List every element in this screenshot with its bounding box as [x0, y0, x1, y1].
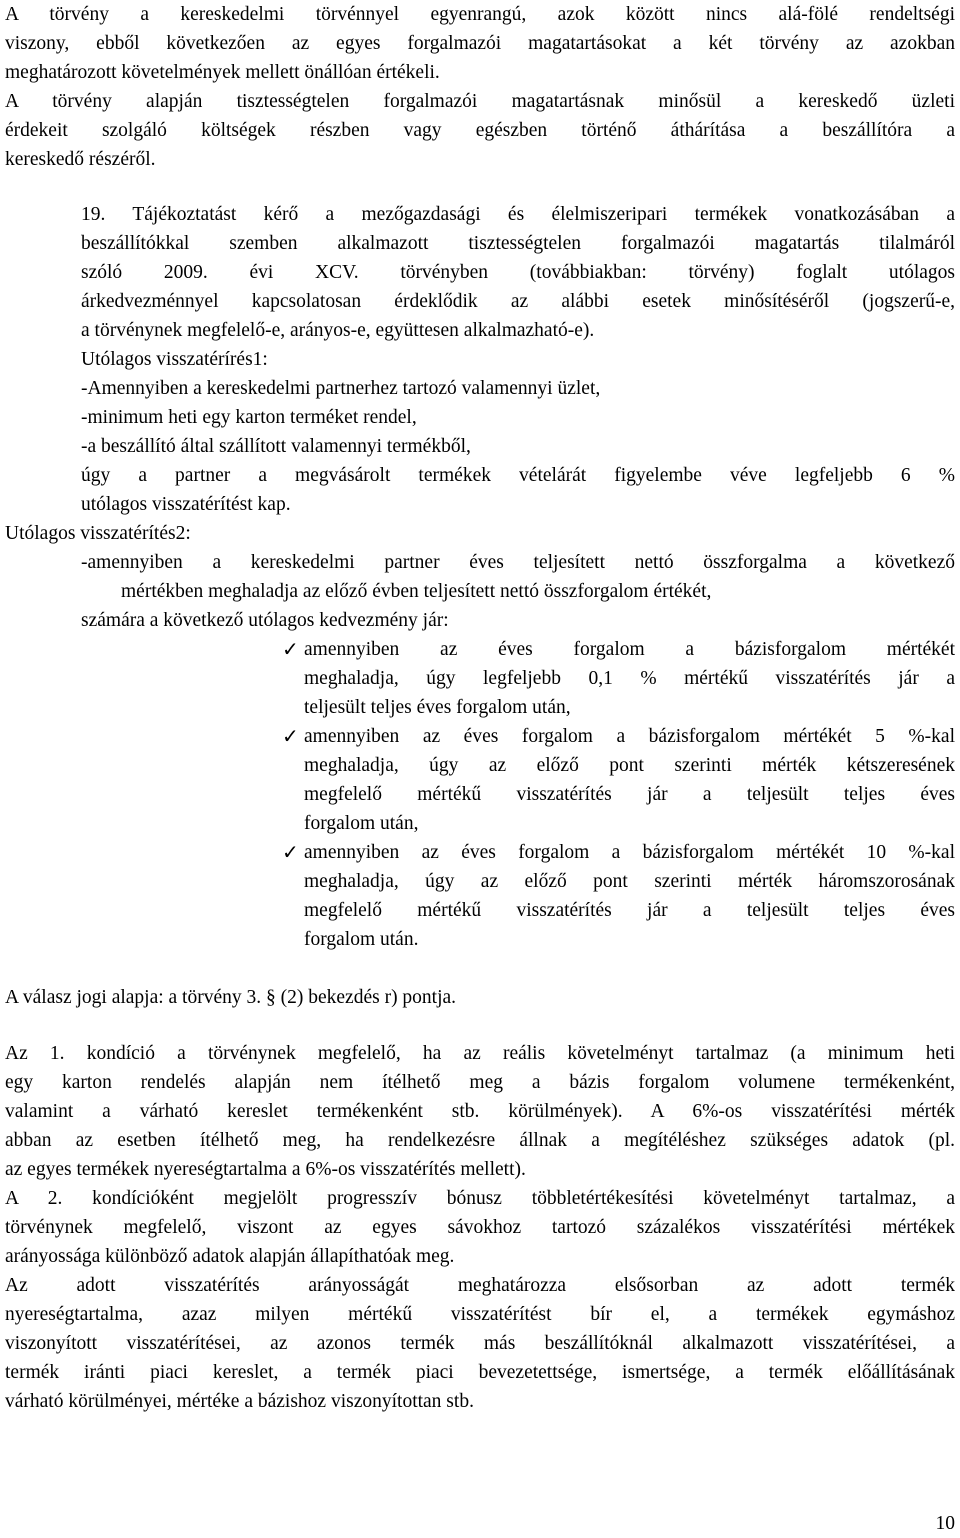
text-line: utólagos visszatérítést kap.	[81, 494, 291, 515]
text-line: termék iránti piaci kereslet, a termék piaci bevezetettsége, ismertsége, a termék előállításának	[5, 1362, 955, 1383]
page-number: 10	[935, 1513, 955, 1534]
text-line: -minimum heti egy karton terméket rendel,	[81, 407, 417, 428]
text-line: forgalom után,	[304, 813, 419, 834]
text-line: meghaladja, úgy legfeljebb 0,1 % mértékű visszatérítés jár a	[304, 668, 955, 689]
text-line: mértékben meghaladja az előző évben teljesített nettó összforgalom értékét,	[121, 581, 712, 602]
text-line: A 2. kondícióként megjelölt progresszív bónusz többletértékesítési követelményt tartalmaz, a	[5, 1188, 955, 1209]
text-line: meghaladja, úgy az előző pont szerinti mérték háromszorosának	[304, 871, 955, 892]
text-line: -a beszállító által szállított valamennyi termékből,	[81, 436, 471, 457]
text-line: meghatározott követelmények mellett önállóan értékeli.	[5, 62, 440, 83]
text-line: amennyiben az éves forgalom a bázisforgalom mértékét	[304, 639, 955, 660]
text-line: szóló 2009. évi XCV. törvényben (továbbiakban: törvény) foglalt utólagos	[81, 262, 955, 283]
text-line: forgalom után.	[304, 929, 419, 950]
text-line: megfelelő mértékű visszatérítés jár a teljesült teljes éves	[304, 900, 955, 921]
text-line: Utólagos visszatérírés1:	[81, 349, 268, 370]
text-line: kereskedő részéről.	[5, 149, 156, 170]
text-line: úgy a partner a megvásárolt termékek vételárát figyelembe véve legfeljebb 6 %	[81, 465, 955, 486]
text-line: arányossága különböző adatok alapján állapíthatóak meg.	[5, 1246, 455, 1267]
text-line: viszony, ebből következően az egyes forgalmazói magatartásokat a két törvény az azokban	[5, 33, 955, 54]
text-line: Utólagos visszatérítés2:	[5, 523, 191, 544]
text-line: meghaladja, úgy az előző pont szerinti mérték kétszeresének	[304, 755, 955, 776]
text-line: viszonyított visszatérítései, az azonos termék más beszállítóknál alkalmazott visszatérítései, a	[5, 1333, 955, 1354]
text-line: A törvény alapján tisztességtelen forgalmazói magatartásnak minősül a kereskedő üzleti	[5, 91, 955, 112]
text-line: 19. Tájékoztatást kérő a mezőgazdasági és élelmiszeripari termékek vonatkozásában a	[81, 204, 955, 225]
text-line: megfelelő mértékű visszatérítés jár a teljesült teljes éves	[304, 784, 955, 805]
text-line: egy karton rendelés alapján nem ítélhető meg a bázis forgalom volumene termékenként,	[5, 1072, 955, 1093]
text-line: -Amennyiben a kereskedelmi partnerhez tartozó valamennyi üzlet,	[81, 378, 601, 399]
text-line: érdekeit szolgáló költségek részben vagy egészben történő áthárítása a beszállítóra a	[5, 120, 955, 141]
text-line: törvénynek megfelelő, viszont az egyes sávokhoz tartozó százalékos visszatérítési mértékek	[5, 1217, 955, 1238]
text-line: az egyes termékek nyereségtartalma a 6%-os visszatérítés mellett).	[5, 1159, 526, 1180]
text-line: számára a következő utólagos kedvezmény jár:	[81, 610, 449, 631]
text-line: amennyiben az éves forgalom a bázisforgalom mértékét 5 %-kal	[304, 726, 955, 747]
text-line: A válasz jogi alapja: a törvény 3. § (2) bekezdés r) pontja.	[5, 987, 457, 1008]
text-line: Az 1. kondíció a törvénynek megfelelő, ha az reális követelményt tartalmaz (a minimum heti	[5, 1043, 955, 1064]
text-line: árkedvezménnyel kapcsolatosan érdeklődik az alábbi esetek minősítéséről (jogszerű-e,	[81, 291, 955, 312]
text-line: nyereségtartalma, azaz milyen mértékű visszatérítést bír el, a termékek egymáshoz	[5, 1304, 955, 1325]
text-line: a törvénynek megfelelő-e, arányos-e, együttesen alkalmazható-e).	[81, 320, 595, 341]
text-line: abban az esetben ítélhető meg, ha rendelkezésre állnak a megítéléshez szükséges adatok (pl.	[5, 1130, 955, 1151]
text-line: -amennyiben a kereskedelmi partner éves teljesített nettó összforgalma a következő	[81, 552, 955, 573]
text-line: amennyiben az éves forgalom a bázisforgalom mértékét 10 %-kal	[304, 842, 955, 863]
check-mark-icon: ✓	[282, 724, 299, 748]
text-line: valamint a várható kereslet termékenként stb. körülmények). A 6%-os visszatérítési mérték	[5, 1101, 955, 1122]
text-line: várható körülményei, mértéke a bázishoz viszonyítottan stb.	[5, 1391, 474, 1412]
text-line: teljesült teljes éves forgalom után,	[304, 697, 571, 718]
text-line: Az adott visszatérítés arányosságát meghatározza elsősorban az adott termék	[5, 1275, 955, 1296]
text-line: A törvény a kereskedelmi törvénnyel egyenrangú, azok között nincs alá-fölé rendeltségi	[5, 4, 955, 25]
check-mark-icon: ✓	[282, 637, 299, 661]
text-line: beszállítókkal szemben alkalmazott tisztességtelen forgalmazói magatartás tilalmáról	[81, 233, 955, 254]
check-mark-icon: ✓	[282, 840, 299, 864]
